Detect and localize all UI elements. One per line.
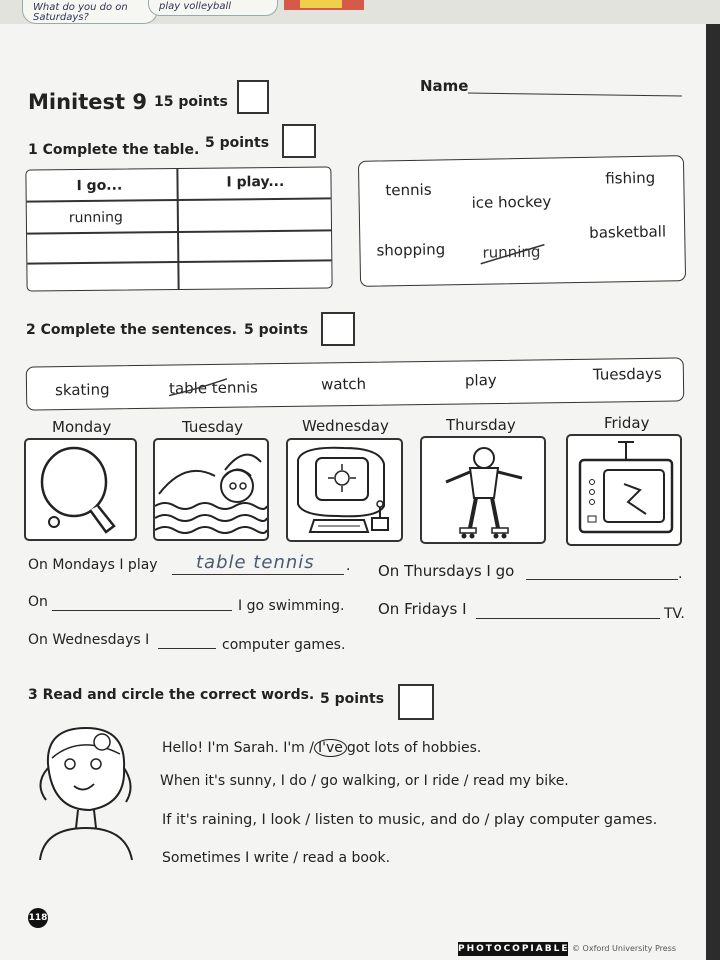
swimmer-icon (155, 440, 267, 539)
sarah-illustration (30, 724, 140, 864)
skater-icon (422, 438, 544, 542)
table-header-play: I play... (226, 173, 285, 191)
section3-heading: 3 Read and circle the correct words. (28, 687, 315, 703)
bank-word-skating: skating (54, 380, 110, 400)
reading-line2[interactable]: When it's sunny, I do / go walking, or I ride / read my bike. (160, 773, 569, 789)
name-label: Name (420, 77, 469, 95)
total-points: 15 points (154, 94, 228, 110)
publisher-credit: © Oxford University Press (572, 944, 677, 953)
name-field[interactable] (468, 79, 682, 97)
hobby-table (25, 166, 332, 291)
word-shopping: shopping (376, 240, 446, 260)
table-answer-cell[interactable] (179, 231, 329, 259)
cross-out-mark (167, 377, 231, 400)
television-icon (568, 436, 680, 544)
tab-text-right: play volleyball (159, 1, 232, 12)
word-box (358, 155, 686, 287)
sentence2-end: . (678, 566, 683, 582)
section1-points: 5 points (205, 135, 270, 151)
sentence1-text: On Mondays I play (28, 557, 158, 573)
table-answer-cell[interactable] (179, 199, 329, 229)
sentence5-start: On Wednesdays I (28, 632, 150, 648)
section2-score-box[interactable] (321, 312, 355, 346)
sentence2-text: On Thursdays I go (378, 562, 515, 580)
section2-heading: 2 Complete the sentences. (26, 322, 237, 338)
tab-text-left: What do you do on Saturdays? (33, 2, 128, 23)
sentence4-start: On Fridays I (378, 600, 467, 618)
minitest-title: Minitest 9 (28, 90, 147, 114)
sentence1-end: . (346, 558, 351, 574)
sentence1-blank[interactable] (172, 560, 344, 575)
day-friday: Friday (604, 414, 650, 432)
picture-swimming (153, 438, 269, 541)
bank-word-table-tennis: table tennis (168, 378, 259, 398)
word-running-crossed: running (482, 242, 541, 262)
table-answer-cell[interactable] (29, 233, 175, 261)
table-answer-cell[interactable] (179, 261, 329, 287)
day-thursday: Thursday (446, 416, 516, 434)
word-basketball: basketball (589, 222, 667, 242)
sentence4-blank[interactable] (476, 606, 660, 619)
reading-line3[interactable]: If it's raining, I look / listen to music, and do / play computer games. (162, 812, 658, 828)
computer-icon (288, 440, 401, 540)
page-number: 118 (28, 908, 48, 928)
sentence3-start: On (28, 594, 48, 610)
sentence3-blank[interactable] (52, 598, 232, 611)
table-answer-cell[interactable] (29, 263, 175, 289)
worksheet-page (0, 24, 706, 960)
sentence3-end: I go swimming. (238, 598, 345, 614)
previous-page-tab-2 (148, 0, 278, 16)
table-tennis-bat-icon (26, 440, 135, 539)
cross-out-mark (478, 239, 549, 270)
picture-skating (420, 436, 546, 544)
line1-text-b: got lots of hobbies. (346, 740, 482, 756)
line1-text-a: Hello! I'm Sarah. I'm / (162, 740, 314, 756)
section2-points: 5 points (244, 322, 309, 338)
bank-word-play: play (464, 371, 497, 390)
picture-computer-game (286, 438, 403, 542)
picture-television (566, 434, 682, 546)
table-header-go: I go... (76, 177, 123, 195)
word-bank (26, 357, 685, 410)
bank-word-tuesdays: Tuesdays (592, 364, 662, 384)
day-monday: Monday (52, 418, 112, 436)
sentence5-end: computer games. (222, 637, 346, 653)
word-tennis: tennis (385, 180, 432, 200)
sentence5-blank[interactable] (158, 636, 216, 649)
sentence4-end: TV. (664, 606, 685, 622)
sentence1-answer: table tennis (196, 552, 315, 573)
section3-points: 5 points (320, 691, 385, 707)
section1-score-box[interactable] (282, 124, 316, 158)
day-tuesday: Tuesday (182, 418, 244, 436)
photocopiable-label: PHOTOCOPIABLE (458, 944, 570, 954)
previous-page-tab (22, 0, 158, 24)
colored-tab-yellow (300, 0, 342, 8)
circled-answer[interactable]: I've (314, 739, 347, 757)
sentence2-blank[interactable] (526, 564, 678, 580)
reading-line4[interactable]: Sometimes I write / read a book. (162, 850, 391, 866)
section3-score-box[interactable] (398, 684, 434, 720)
score-box[interactable] (237, 80, 269, 114)
reading-line1 (162, 739, 481, 757)
word-ice-hockey: ice hockey (471, 192, 552, 212)
bank-word-watch: watch (320, 374, 367, 394)
table-cell-running: running (68, 209, 123, 227)
day-wednesday: Wednesday (302, 417, 389, 435)
section1-heading: 1 Complete the table. (28, 142, 200, 158)
picture-table-tennis (24, 438, 137, 541)
word-fishing: fishing (605, 168, 656, 188)
